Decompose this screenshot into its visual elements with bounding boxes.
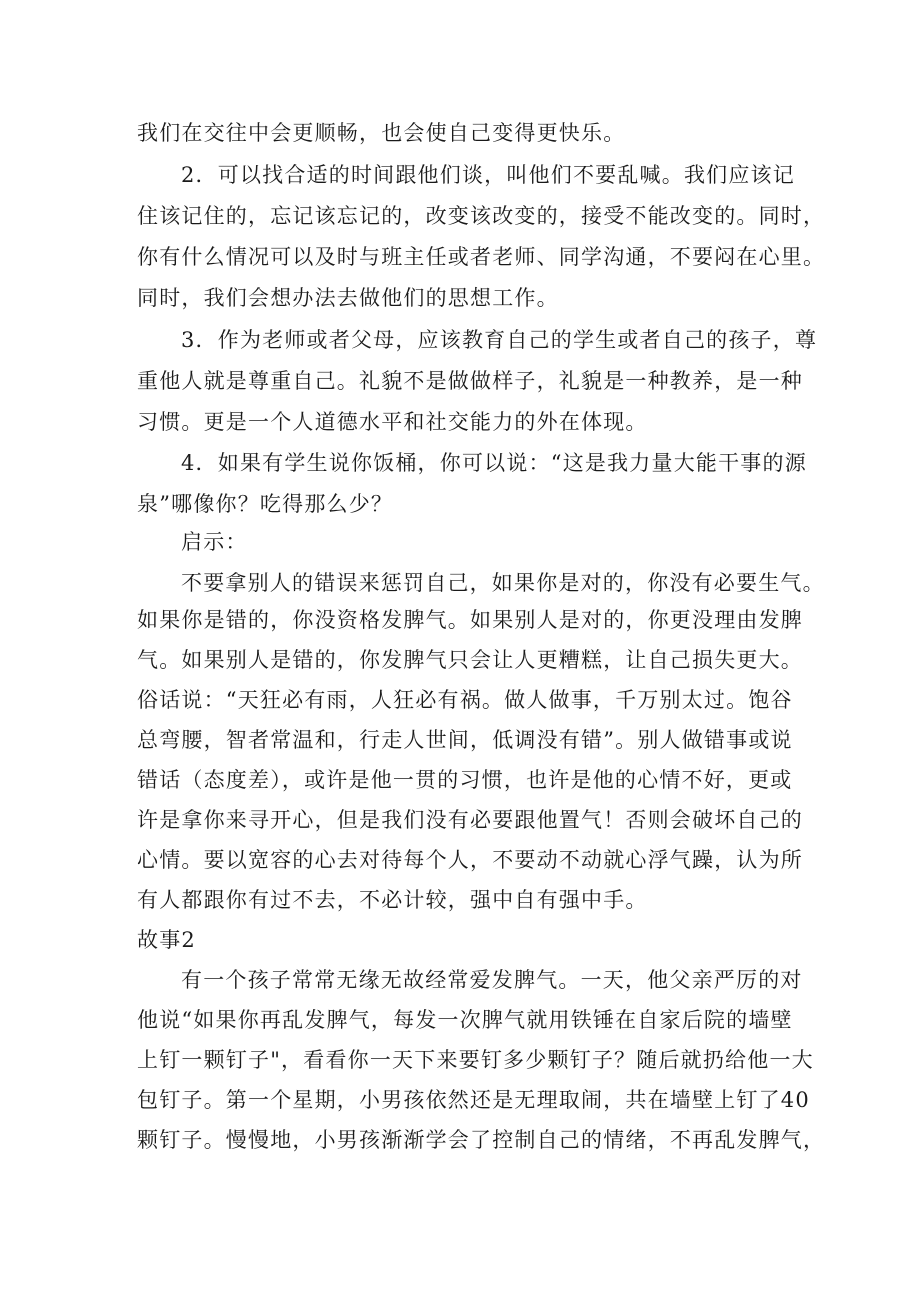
text-line-2: 2．可以找合适的时间跟他们谈，叫他们不要乱喊。我们应该记 xyxy=(181,163,795,187)
text-line-1: 我们在交往中会更顺畅，也会使自己变得更快乐。 xyxy=(137,121,626,145)
text-line-26: 颗钉子。慢慢地，小男孩渐渐学会了控制自己的情绪，不再乱发脾气， xyxy=(137,1128,826,1152)
text-line-9: 4．如果有学生说你饭桶，你可以说：“这是我力量大能干事的源 xyxy=(181,451,807,475)
text-line-5: 同时，我们会想办法去做他们的思想工作。 xyxy=(137,286,559,310)
text-line-15: 俗话说：“天狂必有雨，人狂必有祸。做人做事，千万别太过。饱谷 xyxy=(137,688,793,712)
section-heading-story-2: 故事2 xyxy=(137,928,196,952)
text-line-16: 总弯腰，智者常温和，行走人世间，低调没有错”。别人做错事或说 xyxy=(137,728,793,752)
text-line-10: 泉”哪像你？吃得那么少？ xyxy=(137,492,394,516)
text-line-4: 你有什么情况可以及时与班主任或者老师、同学沟通，不要闷在心里。 xyxy=(137,245,826,269)
text-line-12: 不要拿别人的错误来惩罚自己，如果你是对的，你没有必要生气。 xyxy=(181,571,825,595)
text-line-3: 住该记住的，忘记该忘记的，改变该改变的，接受不能改变的。同时， xyxy=(137,204,826,228)
text-line-7: 重他人就是尊重自己。礼貌不是做做样子，礼貌是一种教养，是一种 xyxy=(137,369,803,393)
text-line-23: 他说“如果你再乱发脾气，每发一次脾气就用铁锤在自家后院的墙壁 xyxy=(137,1008,793,1032)
text-line-6: 3．作为老师或者父母，应该教育自己的学生或者自己的孩子，尊 xyxy=(181,328,818,352)
text-line-17: 错话（态度差），或许是他一贯的习惯，也许是他的心情不好，更或 xyxy=(137,768,793,792)
text-line-18: 许是拿你来寻开心，但是我们没有必要跟他置气！否则会破坏自己的 xyxy=(137,808,803,832)
section-label-qishi: 启示： xyxy=(181,530,248,554)
text-line-24: 上钉一颗钉子"，看看你一天下来要钉多少颗钉子？随后就扔给他一大 xyxy=(137,1048,814,1072)
text-line-19: 心情。要以宽容的心去对待每个人，不要动不动就心浮气躁，认为所 xyxy=(137,848,803,872)
text-line-8: 习惯。更是一个人道德水平和社交能力的外在体现。 xyxy=(137,410,648,434)
text-line-13: 如果你是错的，你没资格发脾气。如果别人是对的，你更没理由发脾 xyxy=(137,608,803,632)
text-line-22: 有一个孩子常常无缘无故经常爱发脾气。一天，他父亲严厉的对 xyxy=(181,968,803,992)
text-line-20: 有人都跟你有过不去，不必计较，强中自有强中手。 xyxy=(137,888,648,912)
text-line-14: 气。如果别人是错的，你发脾气只会让人更糟糕，让自己损失更大。 xyxy=(137,648,803,672)
text-line-25: 包钉子。第一个星期，小男孩依然还是无理取闹，共在墙壁上钉了40 xyxy=(137,1088,810,1112)
